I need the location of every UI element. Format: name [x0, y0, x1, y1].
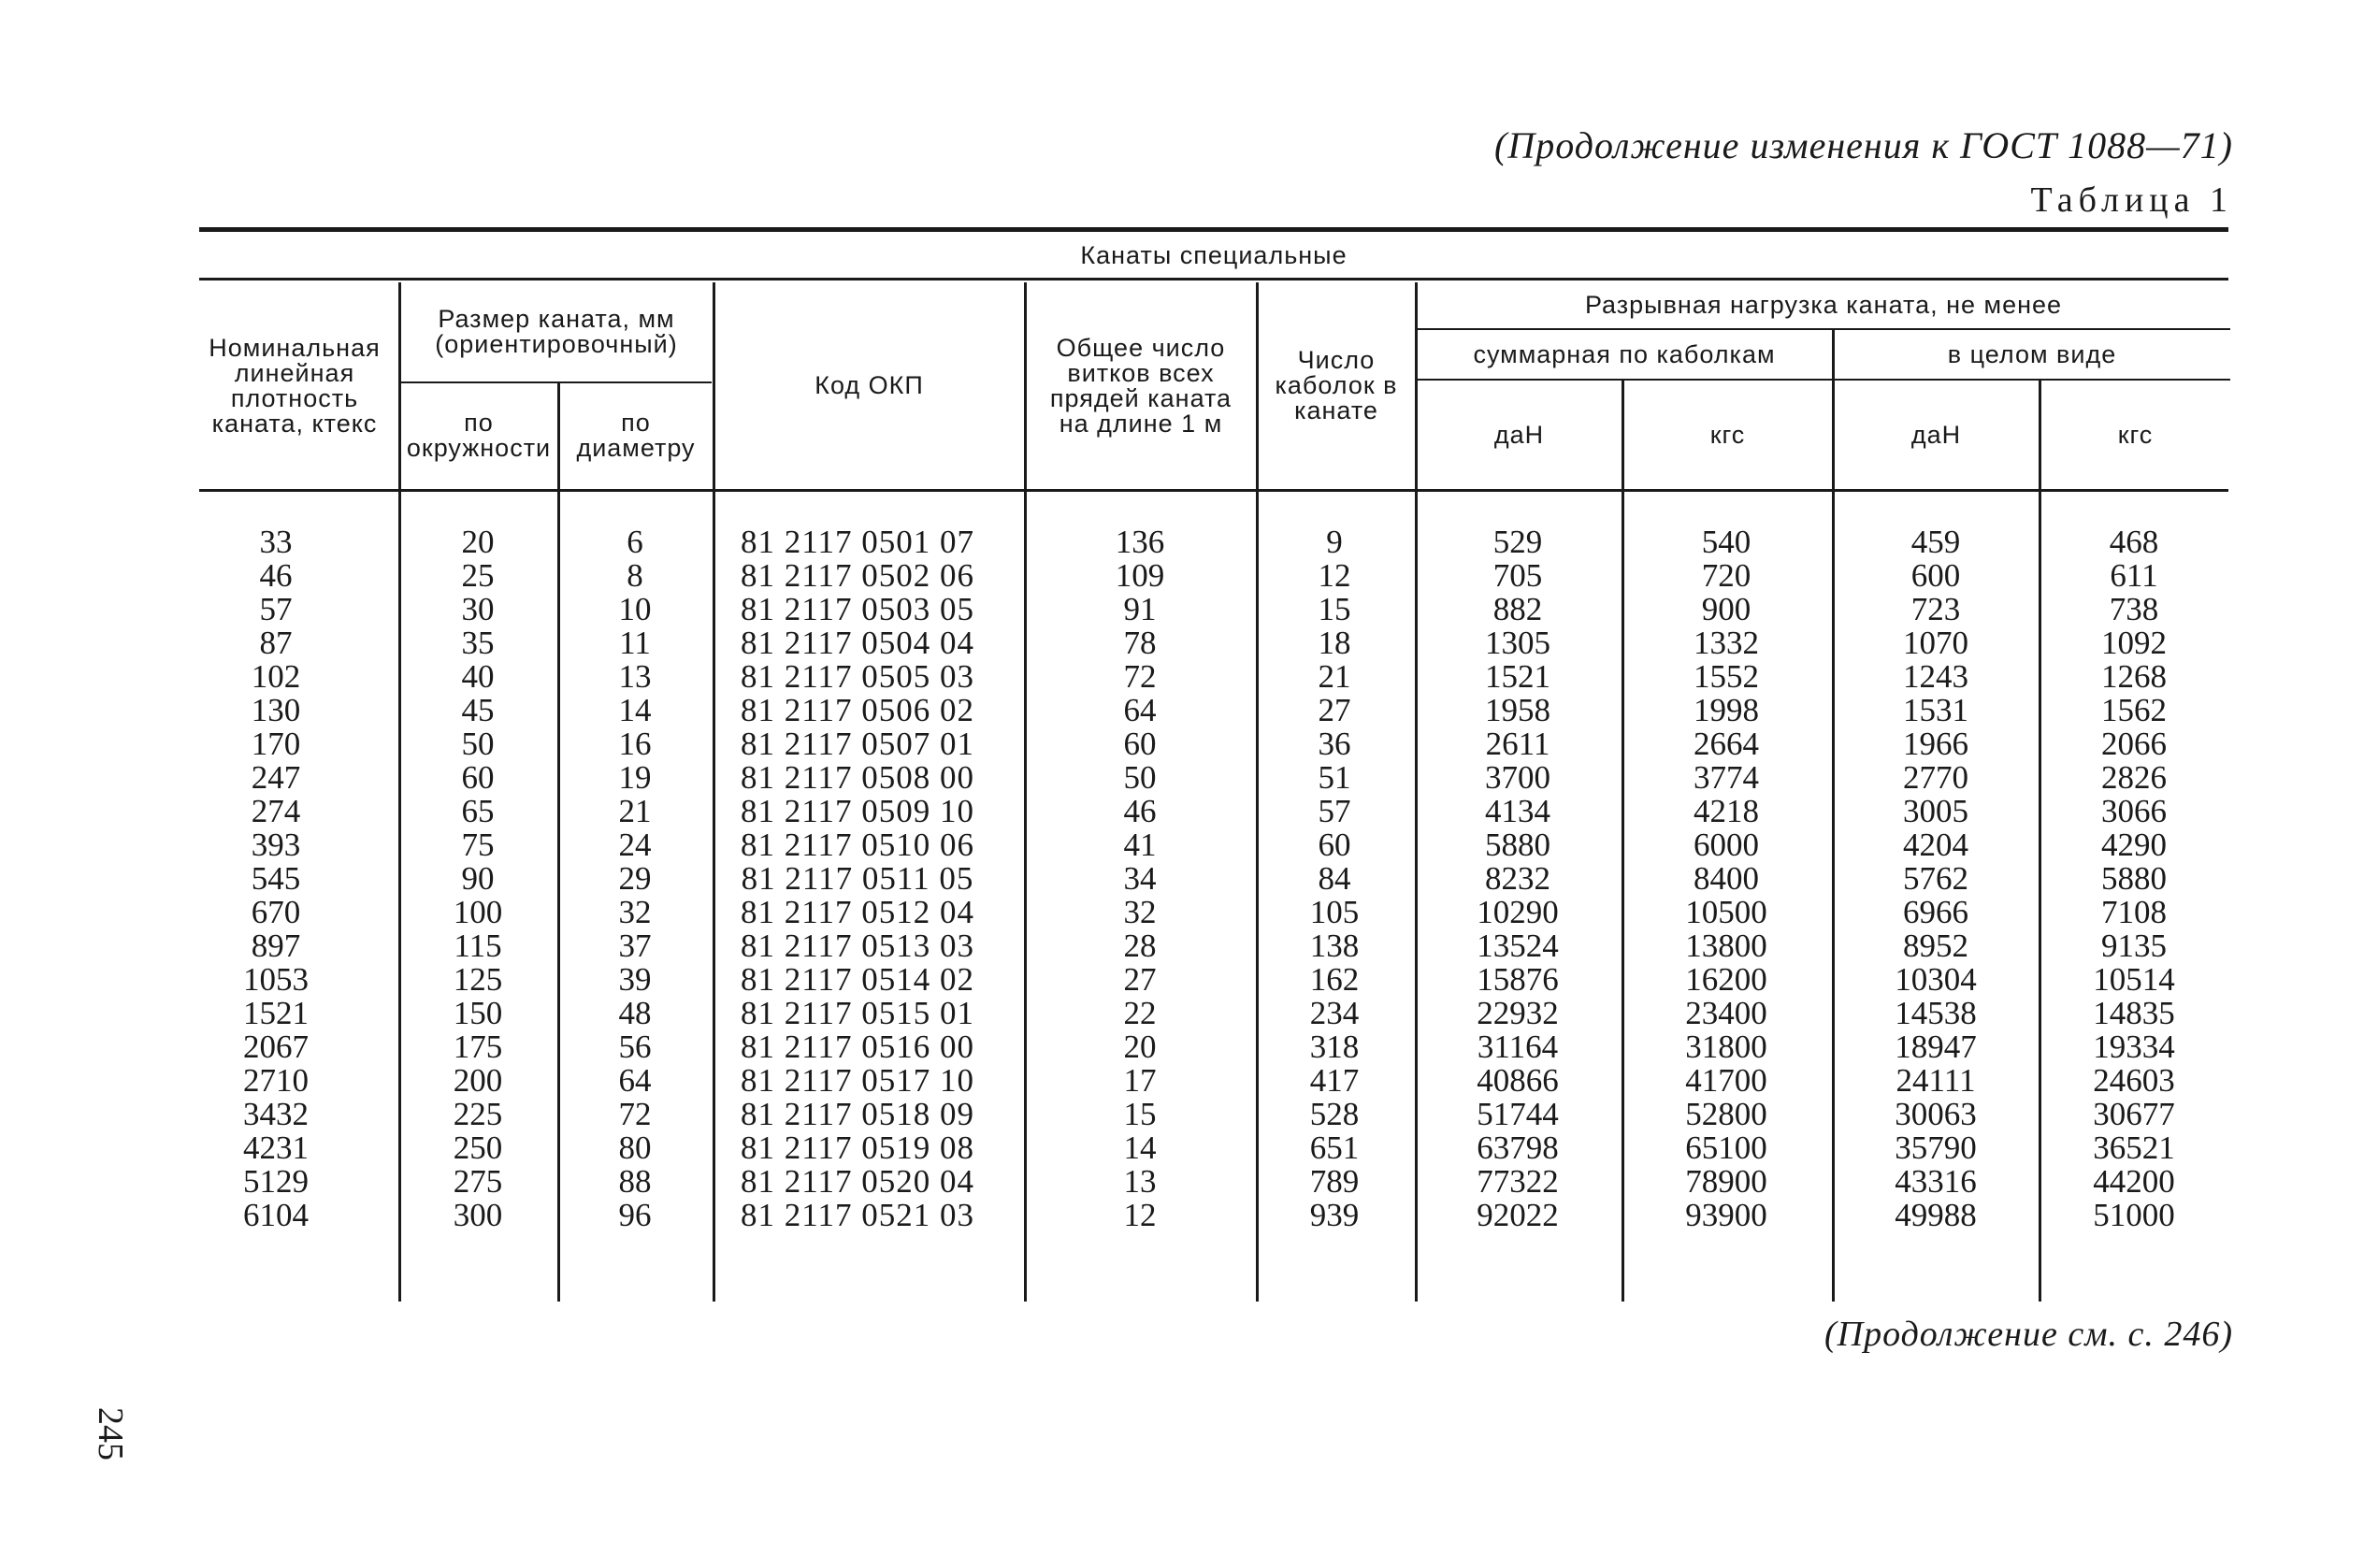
cell-turns: 14	[1123, 1129, 1157, 1166]
cell-okp-code: 81 2117 0505 03	[741, 658, 974, 695]
cell-strands: 57	[1318, 793, 1351, 829]
cell-sum-dan: 4134	[1485, 793, 1550, 829]
cell-whole-kgs: 14835	[2093, 995, 2175, 1031]
cell-turns: 34	[1123, 860, 1157, 897]
cell-linear-density: 1521	[243, 995, 309, 1031]
cell-turns: 136	[1115, 524, 1165, 560]
cell-strands: 84	[1318, 860, 1351, 897]
cell-sum-kgs: 93900	[1685, 1197, 1767, 1233]
cell-diameter: 16	[618, 726, 652, 762]
cell-okp-code: 81 2117 0504 04	[741, 625, 974, 661]
cell-turns: 27	[1123, 961, 1157, 998]
cell-strands: 12	[1318, 557, 1351, 594]
cell-diameter: 24	[618, 827, 652, 863]
cell-diameter: 10	[618, 591, 652, 627]
cell-whole-dan: 30063	[1895, 1096, 1977, 1132]
cell-sum-dan: 13524	[1477, 928, 1559, 964]
cell-strands: 138	[1309, 928, 1360, 964]
cell-sum-dan: 1305	[1485, 625, 1550, 661]
cell-strands: 18	[1318, 625, 1351, 661]
cell-linear-density: 170	[251, 726, 301, 762]
cell-circumference: 90	[461, 860, 495, 897]
cell-strands: 105	[1309, 894, 1360, 930]
cell-okp-code: 81 2117 0509 10	[741, 793, 974, 829]
unit-kgs: кгс	[1709, 420, 1746, 449]
cell-sum-dan: 705	[1492, 557, 1543, 594]
cell-whole-kgs: 5880	[2101, 860, 2167, 897]
unit-kgs: кгс	[2117, 420, 2154, 449]
cell-whole-kgs: 1092	[2101, 625, 2167, 661]
cell-whole-dan: 24111	[1896, 1062, 1976, 1099]
cell-turns: 28	[1123, 928, 1157, 964]
cell-circumference: 25	[461, 557, 495, 594]
cell-turns: 22	[1123, 995, 1157, 1031]
cell-diameter: 14	[618, 692, 652, 728]
cell-strands: 21	[1318, 658, 1351, 695]
cell-sum-dan: 2611	[1485, 726, 1550, 762]
cell-sum-kgs: 4218	[1694, 793, 1759, 829]
cell-whole-kgs: 738	[2109, 591, 2159, 627]
cell-turns: 72	[1123, 658, 1157, 695]
cell-whole-kgs: 19334	[2093, 1029, 2175, 1065]
cell-turns: 60	[1123, 726, 1157, 762]
cell-okp-code: 81 2117 0515 01	[741, 995, 974, 1031]
cell-diameter: 64	[618, 1062, 652, 1099]
cell-okp-code: 81 2117 0513 03	[741, 928, 974, 964]
unit-dan: даН	[1910, 420, 1962, 449]
cell-diameter: 48	[618, 995, 652, 1031]
cell-okp-code: 81 2117 0514 02	[741, 961, 974, 998]
cell-strands: 789	[1309, 1163, 1360, 1200]
cell-whole-dan: 49988	[1895, 1197, 1977, 1233]
cell-strands: 15	[1318, 591, 1351, 627]
cell-diameter: 11	[619, 625, 651, 661]
page-number: 245	[91, 1407, 130, 1460]
cell-okp-code: 81 2117 0512 04	[741, 894, 974, 930]
cell-circumference: 30	[461, 591, 495, 627]
cell-whole-kgs: 1268	[2101, 658, 2167, 695]
cell-okp-code: 81 2117 0510 06	[741, 827, 974, 863]
cell-whole-kgs: 36521	[2093, 1129, 2175, 1166]
cell-whole-dan: 2770	[1903, 759, 1968, 796]
cell-whole-kgs: 9135	[2101, 928, 2167, 964]
cell-circumference: 100	[453, 894, 503, 930]
cell-sum-kgs: 1332	[1694, 625, 1759, 661]
cell-diameter: 37	[618, 928, 652, 964]
cell-sum-kgs: 31800	[1685, 1029, 1767, 1065]
cell-whole-kgs: 468	[2109, 524, 2159, 560]
cell-whole-dan: 14538	[1895, 995, 1977, 1031]
cell-whole-dan: 459	[1910, 524, 1961, 560]
cell-sum-dan: 31164	[1477, 1029, 1559, 1065]
cell-circumference: 150	[453, 995, 503, 1031]
cell-whole-kgs: 10514	[2093, 961, 2175, 998]
cell-linear-density: 33	[259, 524, 293, 560]
cell-linear-density: 1053	[243, 961, 309, 998]
cell-circumference: 125	[453, 961, 503, 998]
col-strands: Число каболок в канате	[1275, 346, 1398, 424]
cell-whole-dan: 8952	[1903, 928, 1968, 964]
cell-okp-code: 81 2117 0507 01	[741, 726, 974, 762]
cell-sum-kgs: 720	[1701, 557, 1751, 594]
cell-circumference: 20	[461, 524, 495, 560]
table-label: Таблица 1	[2030, 180, 2233, 220]
col-break-sum: суммарная по каболкам	[1473, 339, 1776, 368]
cell-whole-kgs: 2826	[2101, 759, 2167, 796]
cell-turns: 64	[1123, 692, 1157, 728]
cell-diameter: 21	[618, 793, 652, 829]
cell-okp-code: 81 2117 0520 04	[741, 1163, 974, 1200]
cell-linear-density: 393	[251, 827, 301, 863]
cell-whole-kgs: 44200	[2093, 1163, 2175, 1200]
cell-sum-dan: 1521	[1485, 658, 1550, 695]
cell-sum-dan: 15876	[1477, 961, 1559, 998]
cell-whole-dan: 1243	[1903, 658, 1968, 695]
cell-linear-density: 46	[259, 557, 293, 594]
cell-sum-kgs: 65100	[1685, 1129, 1767, 1166]
cell-linear-density: 2710	[243, 1062, 309, 1099]
cell-sum-kgs: 78900	[1685, 1163, 1767, 1200]
cell-linear-density: 670	[251, 894, 301, 930]
cell-whole-dan: 1531	[1903, 692, 1968, 728]
cell-whole-dan: 723	[1910, 591, 1961, 627]
cell-sum-dan: 8232	[1485, 860, 1550, 897]
cell-whole-kgs: 4290	[2101, 827, 2167, 863]
cell-whole-dan: 10304	[1895, 961, 1977, 998]
cell-sum-kgs: 6000	[1694, 827, 1759, 863]
cell-circumference: 35	[461, 625, 495, 661]
cell-sum-kgs: 2664	[1694, 726, 1759, 762]
cell-okp-code: 81 2117 0516 00	[741, 1029, 974, 1065]
cell-diameter: 13	[618, 658, 652, 695]
cell-turns: 50	[1123, 759, 1157, 796]
cell-linear-density: 4231	[243, 1129, 309, 1166]
cell-turns: 32	[1123, 894, 1157, 930]
cell-okp-code: 81 2117 0501 07	[741, 524, 974, 560]
cell-whole-dan: 35790	[1895, 1129, 1977, 1166]
cell-sum-kgs: 10500	[1685, 894, 1767, 930]
cell-whole-dan: 3005	[1903, 793, 1968, 829]
cell-sum-dan: 77322	[1477, 1163, 1559, 1200]
cell-sum-dan: 51744	[1477, 1096, 1559, 1132]
cell-whole-dan: 18947	[1895, 1029, 1977, 1065]
cell-diameter: 96	[618, 1197, 652, 1233]
cell-sum-kgs: 3774	[1694, 759, 1759, 796]
cell-circumference: 50	[461, 726, 495, 762]
cell-turns: 78	[1123, 625, 1157, 661]
continuation-header: (Продолжение изменения к ГОСТ 1088—71)	[1494, 124, 2233, 166]
cell-turns: 13	[1123, 1163, 1157, 1200]
cell-diameter: 88	[618, 1163, 652, 1200]
cell-sum-kgs: 1998	[1694, 692, 1759, 728]
cell-sum-dan: 63798	[1477, 1129, 1559, 1166]
cell-diameter: 19	[618, 759, 652, 796]
cell-diameter: 80	[618, 1129, 652, 1166]
cell-circumference: 40	[461, 658, 495, 695]
cell-sum-dan: 529	[1492, 524, 1543, 560]
cell-strands: 162	[1309, 961, 1360, 998]
cell-diameter: 32	[618, 894, 652, 930]
cell-sum-kgs: 8400	[1694, 860, 1759, 897]
cell-whole-kgs: 7108	[2101, 894, 2167, 930]
cell-strands: 651	[1309, 1129, 1360, 1166]
col-size-circumference: по окружности	[406, 409, 552, 462]
cell-okp-code: 81 2117 0518 09	[741, 1096, 974, 1132]
cell-sum-kgs: 13800	[1685, 928, 1767, 964]
cell-whole-dan: 43316	[1895, 1163, 1977, 1200]
cell-turns: 20	[1123, 1029, 1157, 1065]
cell-okp-code: 81 2117 0511 05	[741, 860, 974, 897]
col-turns: Общее число витков всех прядей каната на длине 1 м	[1049, 333, 1232, 438]
cell-strands: 36	[1318, 726, 1351, 762]
cell-circumference: 225	[453, 1096, 503, 1132]
cell-sum-dan: 22932	[1477, 995, 1559, 1031]
col-okp-code: Код ОКП	[814, 371, 924, 399]
cell-okp-code: 81 2117 0521 03	[741, 1197, 974, 1233]
cell-circumference: 200	[453, 1062, 503, 1099]
cell-strands: 51	[1318, 759, 1351, 796]
cell-strands: 27	[1318, 692, 1351, 728]
cell-whole-kgs: 51000	[2093, 1197, 2175, 1233]
cell-circumference: 60	[461, 759, 495, 796]
unit-dan: даН	[1493, 420, 1545, 449]
cell-diameter: 6	[627, 524, 643, 560]
cell-whole-kgs: 2066	[2101, 726, 2167, 762]
cell-linear-density: 130	[251, 692, 301, 728]
continuation-footer: (Продолжение см. с. 246)	[1823, 1315, 2233, 1354]
cell-linear-density: 274	[251, 793, 301, 829]
cell-linear-density: 5129	[243, 1163, 309, 1200]
col-break-whole: в целом виде	[1947, 339, 2117, 368]
cell-okp-code: 81 2117 0508 00	[741, 759, 974, 796]
cell-linear-density: 897	[251, 928, 301, 964]
cell-sum-kgs: 540	[1701, 524, 1751, 560]
cell-circumference: 45	[461, 692, 495, 728]
cell-whole-dan: 4204	[1903, 827, 1968, 863]
cell-sum-dan: 10290	[1477, 894, 1559, 930]
cell-diameter: 72	[618, 1096, 652, 1132]
cell-strands: 234	[1309, 995, 1360, 1031]
cell-turns: 17	[1123, 1062, 1157, 1099]
cell-sum-kgs: 41700	[1685, 1062, 1767, 1099]
cell-linear-density: 6104	[243, 1197, 309, 1233]
cell-circumference: 75	[461, 827, 495, 863]
cell-linear-density: 2067	[243, 1029, 309, 1065]
cell-okp-code: 81 2117 0502 06	[741, 557, 974, 594]
cell-strands: 528	[1309, 1096, 1360, 1132]
cell-turns: 15	[1123, 1096, 1157, 1132]
cell-whole-dan: 6966	[1903, 894, 1968, 930]
cell-linear-density: 102	[251, 658, 301, 695]
cell-sum-dan: 3700	[1485, 759, 1550, 796]
cell-linear-density: 87	[259, 625, 293, 661]
cell-whole-kgs: 30677	[2093, 1096, 2175, 1132]
cell-whole-kgs: 1562	[2101, 692, 2167, 728]
cell-circumference: 300	[453, 1197, 503, 1233]
cell-whole-dan: 1966	[1903, 726, 1968, 762]
cell-okp-code: 81 2117 0517 10	[741, 1062, 974, 1099]
cell-strands: 9	[1326, 524, 1343, 560]
col-size-diameter: по диаметру	[576, 409, 696, 462]
cell-diameter: 56	[618, 1029, 652, 1065]
cell-sum-dan: 5880	[1485, 827, 1550, 863]
cell-strands: 417	[1309, 1062, 1360, 1099]
cell-whole-kgs: 3066	[2101, 793, 2167, 829]
cell-whole-kgs: 611	[2110, 557, 2158, 594]
cell-sum-kgs: 16200	[1685, 961, 1767, 998]
cell-sum-kgs: 1552	[1694, 658, 1759, 695]
cell-sum-dan: 40866	[1477, 1062, 1559, 1099]
cell-diameter: 29	[618, 860, 652, 897]
cell-turns: 41	[1123, 827, 1157, 863]
cell-sum-dan: 1958	[1485, 692, 1550, 728]
group-title: Канаты специальные	[1080, 240, 1348, 269]
cell-whole-dan: 1070	[1903, 625, 1968, 661]
col-break-group: Разрывная нагрузка каната, не менее	[1584, 290, 2063, 319]
cell-turns: 109	[1115, 557, 1165, 594]
cell-okp-code: 81 2117 0503 05	[741, 591, 974, 627]
cell-linear-density: 545	[251, 860, 301, 897]
cell-circumference: 115	[454, 928, 502, 964]
cell-turns: 12	[1123, 1197, 1157, 1233]
col-size-group: Размер каната, мм (ориентировочный)	[435, 305, 678, 358]
cell-linear-density: 3432	[243, 1096, 309, 1132]
cell-okp-code: 81 2117 0506 02	[741, 692, 974, 728]
cell-okp-code: 81 2117 0519 08	[741, 1129, 974, 1166]
cell-sum-dan: 882	[1492, 591, 1543, 627]
cell-strands: 60	[1318, 827, 1351, 863]
col-linear-density: Номинальная линейная плотность каната, ктекс	[209, 333, 381, 438]
cell-circumference: 175	[453, 1029, 503, 1065]
cell-circumference: 65	[461, 793, 495, 829]
cell-strands: 939	[1309, 1197, 1360, 1233]
cell-whole-dan: 600	[1910, 557, 1961, 594]
cell-circumference: 250	[453, 1129, 503, 1166]
cell-circumference: 275	[453, 1163, 503, 1200]
cell-sum-kgs: 900	[1701, 591, 1751, 627]
cell-diameter: 8	[627, 557, 643, 594]
cell-diameter: 39	[618, 961, 652, 998]
cell-turns: 91	[1123, 591, 1157, 627]
cell-sum-kgs: 52800	[1685, 1096, 1767, 1132]
cell-sum-dan: 92022	[1477, 1197, 1559, 1233]
cell-sum-kgs: 23400	[1685, 995, 1767, 1031]
cell-strands: 318	[1309, 1029, 1360, 1065]
cell-turns: 46	[1123, 793, 1157, 829]
cell-linear-density: 57	[259, 591, 293, 627]
cell-whole-kgs: 24603	[2093, 1062, 2175, 1099]
cell-linear-density: 247	[251, 759, 301, 796]
cell-whole-dan: 5762	[1903, 860, 1968, 897]
